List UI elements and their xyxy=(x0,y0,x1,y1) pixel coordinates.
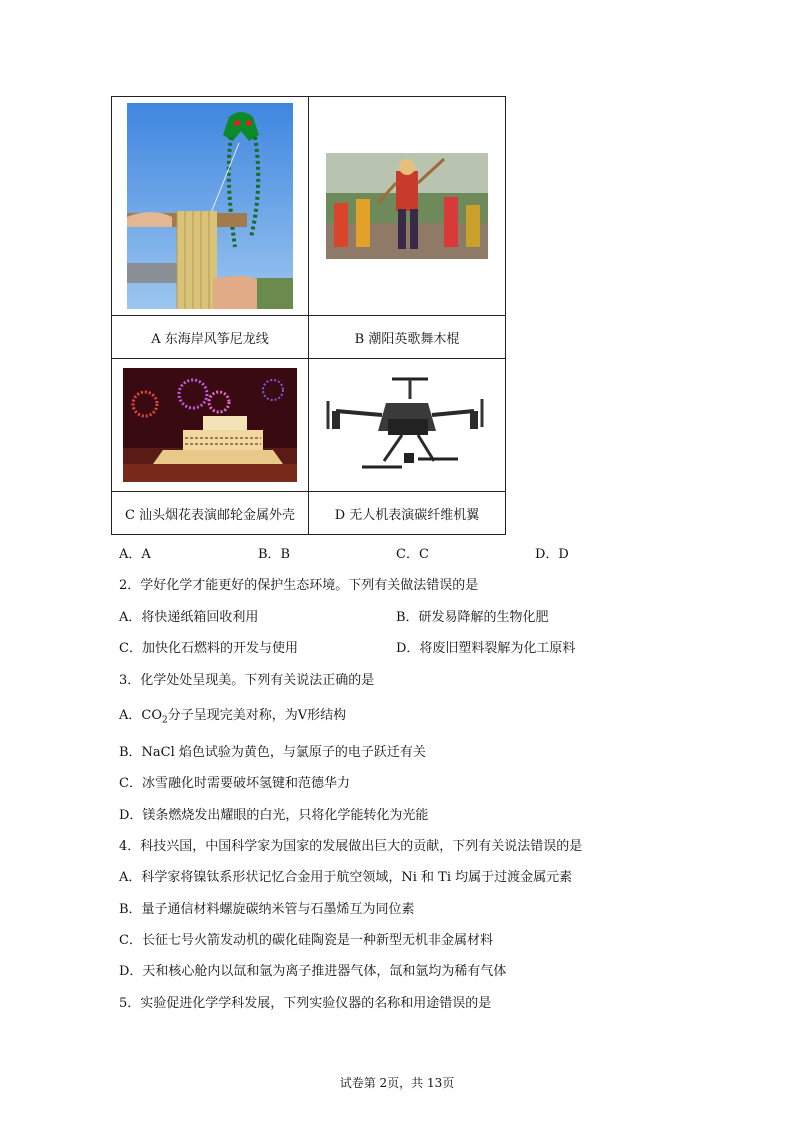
q2-option-c[interactable]: C．加快化石燃料的开发与使用 xyxy=(119,641,298,656)
fireworks-cruise-photo xyxy=(123,368,297,482)
q5-stem: 5．实验促进化学学科发展，下列实验仪器的名称和用途错误的是 xyxy=(119,996,492,1011)
cruise-image-cell xyxy=(112,359,309,492)
q4-option-c[interactable]: C．长征七号火箭发动机的碳化硅陶瓷是一种新型无机非金属材料 xyxy=(119,933,493,948)
co2-subscript: 2 xyxy=(162,715,168,726)
q3-option-b[interactable]: B．NaCl 焰色试验为黄色，与氯原子的电子跃迁有关 xyxy=(119,745,426,760)
q1-image-table xyxy=(111,96,506,535)
q2-option-a[interactable]: A．将快递纸箱回收利用 xyxy=(119,610,259,625)
q4-option-d[interactable]: D．天和核心舱内以氙和氩为离子推进器气体，氙和氩均为稀有气体 xyxy=(119,964,507,979)
q3-stem: 3．化学处处呈现美。下列有关说法正确的是 xyxy=(119,673,375,688)
yingge-dance-photo xyxy=(326,153,488,259)
q3-option-c[interactable]: C．冰雪融化时需要破坏氢键和范德华力 xyxy=(119,776,350,791)
q3-option-d[interactable]: D．镁条燃烧发出耀眼的白光，只将化学能转化为光能 xyxy=(119,808,429,823)
q3-a-prefix: A． xyxy=(119,708,142,723)
q1-option-d[interactable]: D．D xyxy=(535,547,569,562)
co2-formula: CO xyxy=(141,708,162,723)
q4-option-a[interactable]: A．科学家将镍钛系形状记忆合金用于航空领域，Ni 和 Ti 均属于过渡金属元素 xyxy=(119,870,573,885)
q2-option-d[interactable]: D．将废旧塑料裂解为化工原料 xyxy=(396,641,576,656)
q1-option-c[interactable]: C．C xyxy=(396,547,429,562)
q2-stem: 2．学好化学才能更好的保护生态环境。下列有关做法错误的是 xyxy=(119,578,479,593)
q1-option-b[interactable]: B．B xyxy=(258,547,291,562)
yingge-image-cell xyxy=(309,97,506,316)
drone-photo xyxy=(322,373,492,477)
q1-option-a[interactable]: A．A xyxy=(119,547,151,562)
page-footer: 试卷第 2页，共 13页 xyxy=(339,1076,455,1090)
kite-photo xyxy=(127,103,293,309)
caption-a: A 东海岸风筝尼龙线 xyxy=(112,316,309,359)
caption-b: B 潮阳英歌舞木棍 xyxy=(309,316,506,359)
q4-option-b[interactable]: B．量子通信材料螺旋碳纳米管与石墨烯互为同位素 xyxy=(119,902,415,917)
drone-image-cell xyxy=(309,359,506,492)
q3-option-a[interactable] xyxy=(119,704,346,726)
q4-stem: 4．科技兴国，中国科学家为国家的发展做出巨大的贡献，下列有关说法错误的是 xyxy=(119,839,583,854)
caption-d: D 无人机表演碳纤维机翼 xyxy=(309,492,506,535)
caption-c: C 汕头烟花表演邮轮金属外壳 xyxy=(112,492,309,535)
kite-image-cell xyxy=(112,97,309,316)
q3-a-text: 分子呈现完美对称，为V形结构 xyxy=(167,708,347,723)
q2-option-b[interactable]: B．研发易降解的生物化肥 xyxy=(396,610,549,625)
